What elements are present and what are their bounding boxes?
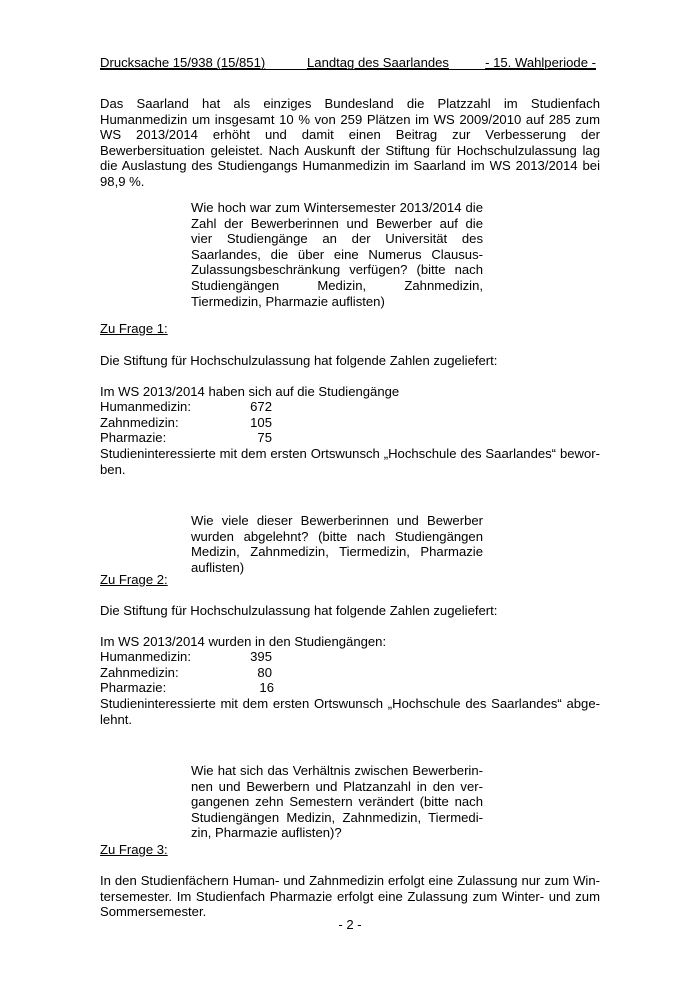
row-value: 105 xyxy=(250,415,272,430)
answer-2-lead: Im WS 2013/2014 wurden in den Studiengängen: xyxy=(100,634,387,649)
answer-1-row xyxy=(100,430,280,446)
answer-1-row xyxy=(100,399,280,415)
answer-1-label: Zu Frage 1: xyxy=(100,321,168,336)
answer-3-text: In den Studienfächern Human- und Zahnmedizin erfolgt eine Zulassung nur zum Wintersemester. Im Studienfach Pharmazie erfolgt eine Zulassung zum Winter- und zum Sommersemester. xyxy=(100,873,600,920)
row-label: Pharmazie: xyxy=(100,680,167,695)
page-number: - 2 - xyxy=(338,917,362,932)
question-3: Wie hat sich das Verhältnis zwischen Bewerberinnen und Bewerbern und Platzanzahl in den vergangenen zehn Semestern verändert (bitte nach Studiengängen Medizin, Zahnmedizin, Tiermedizin, Pharmazie auflisten)? xyxy=(191,763,483,841)
row-label: Humanmedizin: xyxy=(100,649,191,664)
row-label: Zahnmedizin: xyxy=(100,415,179,430)
answer-2-row xyxy=(100,680,280,696)
answer-2-closing: Studieninteressierte mit dem ersten Ortswunsch „Hochschule des Saarlandes“ abgelehnt. xyxy=(100,696,600,727)
answer-2-row xyxy=(100,665,280,681)
row-value: 16 xyxy=(259,680,274,695)
row-value: 672 xyxy=(250,399,272,414)
row-value: 80 xyxy=(257,665,272,680)
answer-1-source: Die Stiftung für Hochschulzulassung hat folgende Zahlen zugeliefert: xyxy=(100,353,498,368)
answer-3-label: Zu Frage 3: xyxy=(100,842,168,857)
row-label: Zahnmedizin: xyxy=(100,665,179,680)
answer-1-row xyxy=(100,415,280,431)
question-1: Wie hoch war zum Wintersemester 2013/2014 die Zahl der Bewerberinnen und Bewerber auf die vier Studiengänge an der Universität des Saarlandes, die über eine Numerus Clausus-Zulassungsbeschränkung verfügen? (bitte nach Studiengängen Medizin, Zahnmedizin, Tiermedizin, Pharmazie auflisten) xyxy=(191,200,483,309)
row-value: 395 xyxy=(250,649,272,664)
answer-1-lead: Im WS 2013/2014 haben sich auf die Studiengänge xyxy=(100,384,400,399)
row-label: Pharmazie: xyxy=(100,430,167,445)
header-parliament: Landtag des Saarlandes xyxy=(307,55,449,70)
answer-2-row xyxy=(100,649,280,665)
page-header xyxy=(100,55,596,71)
header-underline xyxy=(100,69,596,70)
answer-2-label: Zu Frage 2: xyxy=(100,572,168,587)
question-2: Wie viele dieser Bewerberinnen und Bewerber wurden abgelehnt? (bitte nach Studiengängen Medizin, Zahnmedizin, Tiermedizin, Pharmazie auflisten) xyxy=(191,513,483,575)
answer-2-source: Die Stiftung für Hochschulzulassung hat folgende Zahlen zugeliefert: xyxy=(100,603,498,618)
header-document-number: Drucksache 15/938 (15/851) xyxy=(100,55,266,70)
header-legislative-period: - 15. Wahlperiode - xyxy=(485,55,596,70)
answer-1-closing: Studieninteressierte mit dem ersten Ortswunsch „Hochschule des Saarlandes“ beworben. xyxy=(100,446,600,477)
intro-paragraph: Das Saarland hat als einziges Bundesland die Platzzahl im Studienfach Humanmedizin um insgesamt 10 % von 259 Plätzen im WS 2009/2010 auf 285 zum WS 2013/2014 erhöht und damit einen Beitrag zur Verbesserung der Bewerbersituation geleistet. Nach Auskunft der Stiftung für Hochschulzulassung lag die Auslastung des Studiengangs Humanmedizin im Saarland im WS 2013/2014 bei 98,9 %. xyxy=(100,96,600,189)
row-value: 75 xyxy=(257,430,272,445)
row-label: Humanmedizin: xyxy=(100,399,191,414)
